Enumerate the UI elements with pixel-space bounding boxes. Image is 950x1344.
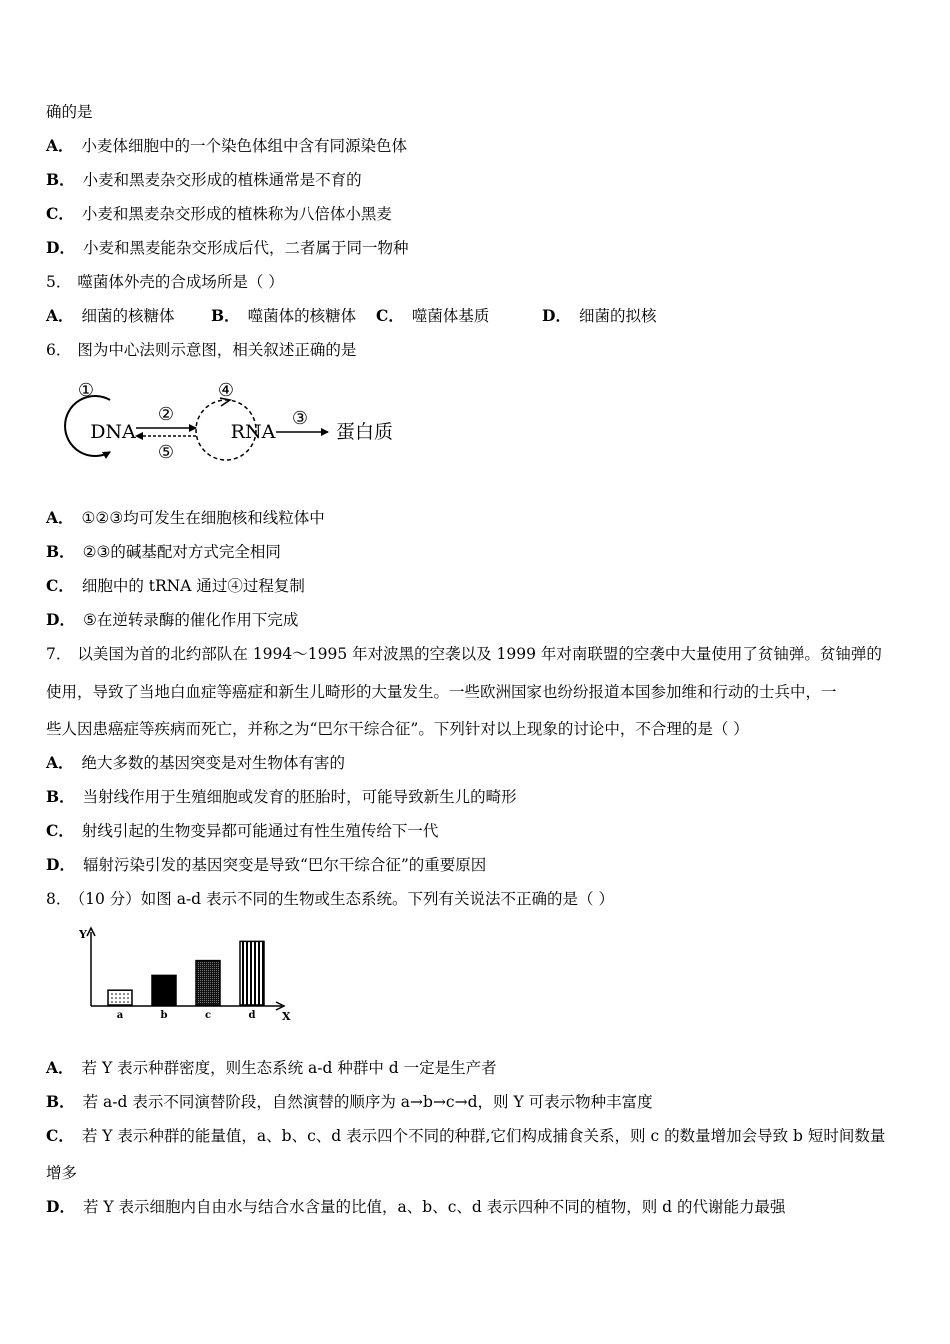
q5-stem [46,272,284,292]
rna-label: RNA [230,421,276,443]
bar-b [152,975,176,1005]
option-text: 辐射污染引发的基因突变是导致“巴尔干综合征”的重要原因 [82,856,487,874]
option-text: 若 Y 表示细胞内自由水与结合水含量的比值，a、b、c、d 表示四种不同的植物，则 d 的代谢能力最强 [82,1198,786,1216]
tick-label-a: a [116,1010,124,1021]
option-text: 小麦体细胞中的一个染色体组中含有同源染色体 [81,137,408,155]
q6-stem [46,340,356,360]
q4-option-a[interactable] [46,136,407,156]
option-label: D． [46,1197,75,1216]
q6-option-a[interactable] [46,508,325,528]
option-label: A． [46,306,74,325]
option-label: C． [46,204,74,223]
label-n3: ③ [291,408,309,429]
option-label: B． [46,170,75,189]
option-label: A． [46,753,74,772]
question-number: 6． [46,341,72,359]
option-text: 细菌的核糖体 [81,307,175,325]
q5-option-c[interactable] [376,306,489,326]
question-number: 7． [46,645,72,663]
option-text: 噬菌体基质 [411,307,490,325]
option-text: 噬菌体的核糖体 [247,307,357,325]
q7-stem-line2: 使用，导致了当地白血症等癌症和新生儿畸形的大量发生。一些欧洲国家也纷纷报道本国参加维和行动的士兵中，一 [46,683,837,701]
option-label: A． [46,1058,74,1077]
bar-a [108,990,132,1005]
question-stem: 图为中心法则示意图，相关叙述正确的是 [77,341,357,359]
bar-chart [70,924,300,1024]
q4-option-d[interactable] [46,238,408,258]
option-label: D． [46,610,75,629]
label-n2: ② [157,404,175,425]
option-text: 射线引起的生物变异都可能通过有性生殖传给下一代 [81,822,439,840]
option-text: 若 Y 表示种群的能量值，a、b、c、d 表示四个不同的种群,它们构成捕食关系，则 c 的数量增加会导致 b 短时间数量 [81,1127,886,1145]
option-text: 小麦和黑麦杂交形成的植株称为八倍体小黑麦 [81,205,392,223]
option-label: D． [542,306,571,325]
q7-option-d[interactable] [46,855,486,875]
q7-option-a[interactable] [46,753,345,773]
option-text: 绝大多数的基因突变是对生物体有害的 [81,754,346,772]
q7-option-b[interactable] [46,787,517,807]
tick-label-b: b [160,1010,168,1021]
option-text: 细胞中的 tRNA 通过④过程复制 [81,577,305,595]
tick-label-c: c [204,1010,212,1021]
option-label: B． [46,787,75,806]
protein-label: 蛋白质 [336,421,394,443]
q8-option-a[interactable] [46,1058,497,1078]
q5-option-b[interactable] [211,306,356,326]
option-text: ②③的碱基配对方式完全相同 [82,543,281,561]
q6-option-b[interactable] [46,542,281,562]
option-label: C． [46,821,74,840]
q4-stem-tail: 确的是 [46,103,93,121]
bar-c [196,961,220,1005]
option-label: C． [376,306,404,325]
option-label: B． [211,306,240,325]
x-axis-label: X [282,1010,291,1023]
q5-option-a[interactable] [46,306,175,326]
y-axis-label: Y [79,928,87,941]
q6-option-c[interactable] [46,576,305,596]
q6-option-d[interactable] [46,610,298,630]
option-label: A． [46,508,74,527]
q5-options-row [46,306,906,326]
q7-option-c[interactable] [46,821,438,841]
option-text: 细菌的拟核 [578,307,657,325]
option-text: 小麦和黑麦能杂交形成后代，二者属于同一物种 [82,239,409,257]
question-number: 8． [46,890,72,908]
question-number: 5． [46,273,72,291]
option-label: C． [46,576,74,595]
question-stem: 以美国为首的北约部队在 1994～1995 年对波黑的空袭以及 1999 年对南联盟的空袭中大量使用了贫铀弹。贫铀弹的 [77,645,882,663]
q7-stem-line1 [46,644,882,664]
question-stem: 噬菌体外壳的合成场所是（ ） [77,273,284,291]
option-text: 当射线作用于生殖细胞或发育的胚胎时，可能导致新生儿的畸形 [82,788,517,806]
option-text: ⑤在逆转录酶的催化作用下完成 [82,611,299,629]
tick-label-d: d [248,1010,256,1021]
q5-option-d[interactable] [542,306,656,326]
q4-option-b[interactable] [46,170,362,190]
option-text: 小麦和黑麦杂交形成的植株通常是不育的 [82,171,362,189]
bar-d [240,941,264,1005]
option-label: B． [46,542,75,561]
q8-option-d[interactable] [46,1197,786,1217]
q4-option-c[interactable] [46,204,392,224]
label-n1: ① [77,380,95,401]
option-label: A． [46,136,74,155]
option-label: B． [46,1092,75,1111]
q8-option-c[interactable] [46,1126,885,1146]
q8-stem [46,889,614,909]
label-n5: ⑤ [157,442,175,463]
question-stem: （10 分）如图 a-d 表示不同的生物或生态系统。下列有关说法不正确的是（ ） [77,890,614,908]
option-text: 若 a-d 表示不同演替阶段，自然演替的顺序为 a→b→c→d，则 Y 可表示物种丰富度 [82,1093,653,1111]
central-dogma-diagram [50,376,410,468]
option-label: D． [46,855,75,874]
option-text: 若 Y 表示种群密度，则生态系统 a-d 种群中 d 一定是生产者 [81,1059,497,1077]
label-n4: ④ [217,380,235,401]
q8-option-b[interactable] [46,1092,653,1112]
option-text: ①②③均可发生在细胞核和线粒体中 [81,509,325,527]
option-label: D． [46,238,75,257]
q7-stem-line3: 些人因患癌症等疾病而死亡，并称之为“巴尔干综合征”。下列针对以上现象的讨论中，不合理的是（ ） [46,720,749,738]
option-label: C． [46,1126,74,1145]
dna-label: DNA [90,421,136,443]
q8-option-c-continued: 增多 [46,1164,78,1182]
